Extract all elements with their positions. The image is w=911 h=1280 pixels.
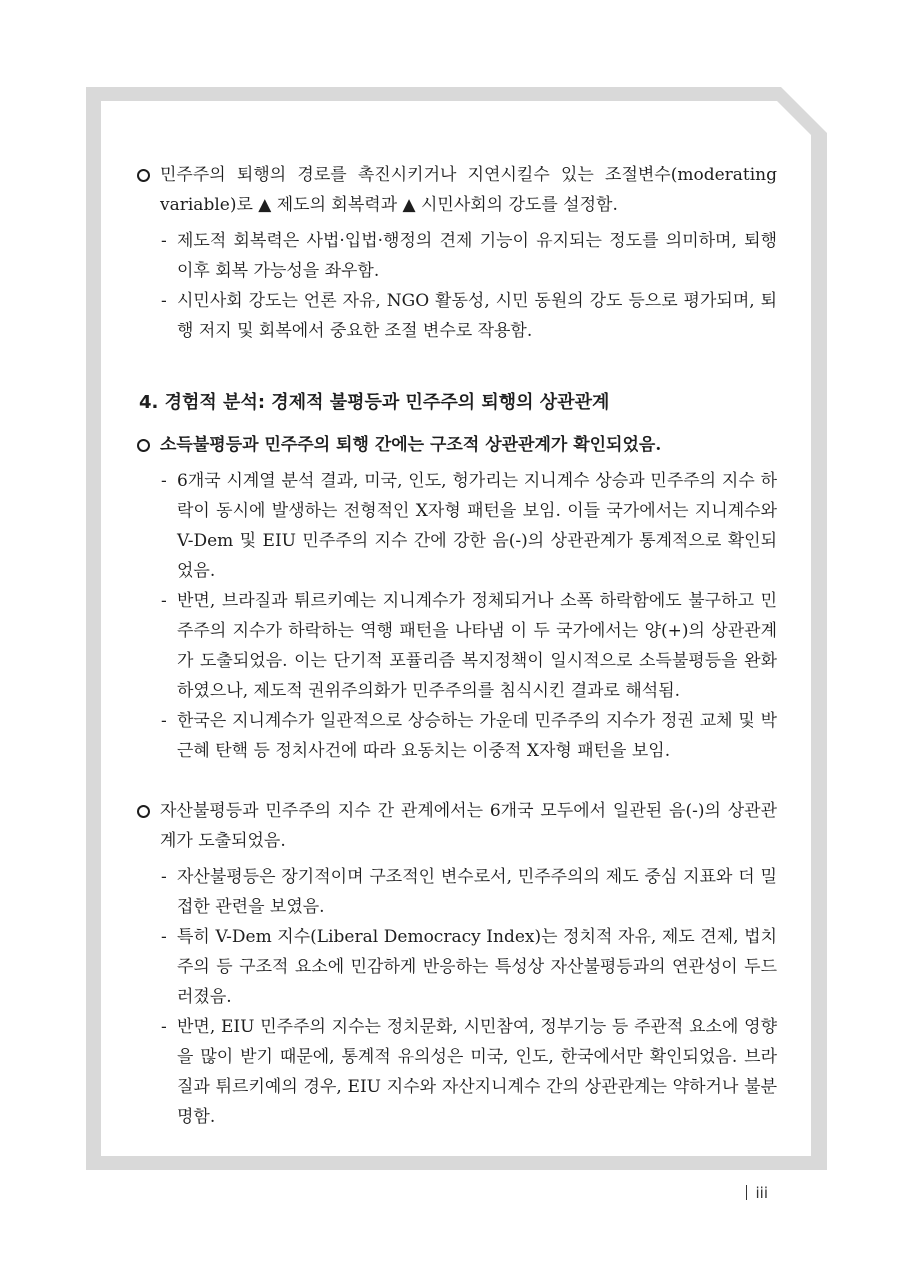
dash-marker: - <box>161 1017 167 1037</box>
dash-marker: - <box>161 471 167 491</box>
dash-marker: - <box>161 231 167 251</box>
vdem-index-item <box>137 922 777 1012</box>
dash-marker: - <box>161 291 167 311</box>
korea-pattern-item <box>137 706 777 766</box>
institutional-resilience-text: 제도적 회복력은 사법·입법·행정의 견제 기능이 유지되는 정도를 의미하며, 퇴행 이후 회복 가능성을 좌우함. <box>177 231 777 281</box>
moderating-variable-text: 민주주의 퇴행의 경로를 촉진시키거나 지연시킬수 있는 조절변수(moderating variable)로 ▲ 제도의 회복력과 ▲ 시민사회의 강도를 설정함. <box>160 165 777 215</box>
moderating-variable-bullet <box>137 160 777 220</box>
income-inequality-text: 소득불평등과 민주주의 퇴행 간에는 구조적 상관관계가 확인되었음. <box>160 435 662 455</box>
asset-inequality-text: 자산불평등과 민주주의 지수 간 관계에서는 6개국 모두에서 일관된 음(-)의 상관관계가 도출되었음. <box>160 801 777 851</box>
civil-society-item <box>137 286 777 346</box>
summary-content <box>137 160 777 1132</box>
circle-bullet-icon <box>137 439 150 452</box>
reverse-pattern-text: 반면, 브라질과 튀르키예는 지니계수가 정체되거나 소폭 하락함에도 불구하고 민주주의 지수가 하락하는 역행 패턴을 나타냄 이 두 국가에서는 양(+)의 상관관계가 도출되었음. 이는 단기적 포퓰리즘 복지정책이 일시적으로 소득불평등을 완화하였으나, 제도적 권위주의화가 민주주의를 침식시킨 결과로 해석됨. <box>177 591 777 701</box>
institutional-resilience-item <box>137 226 777 286</box>
korea-pattern-text: 한국은 지니계수가 일관적으로 상승하는 가운데 민주주의 지수가 정권 교체 및 박근혜 탄핵 등 정치사건에 따라 요동치는 이중적 X자형 패턴을 보임. <box>177 711 777 761</box>
x-pattern-countries-item <box>137 466 777 586</box>
asset-structural-item <box>137 862 777 922</box>
page-number-text: iii <box>755 1184 768 1202</box>
eiu-index-item <box>137 1012 777 1132</box>
x-pattern-countries-text: 6개국 시계열 분석 결과, 미국, 인도, 헝가리는 지니계수 상승과 민주주의 지수 하락이 동시에 발생하는 전형적인 X자형 패턴을 보임. 이들 국가에서는 지니계수와 V-Dem 및 EIU 민주주의 지수 간에 강한 음(-)의 상관관계가 통계적으로 확인되었음. <box>177 471 777 581</box>
dash-marker: - <box>161 927 167 947</box>
section-heading-4: 4. 경험적 분석: 경제적 불평등과 민주주의 퇴행의 상관관계 <box>139 392 610 413</box>
circle-bullet-icon <box>137 805 150 818</box>
page-number-divider <box>746 1185 747 1200</box>
asset-inequality-bullet <box>137 796 777 856</box>
circle-bullet-icon <box>137 169 150 182</box>
dash-marker: - <box>161 591 167 611</box>
civil-society-text: 시민사회 강도는 언론 자유, NGO 활동성, 시민 동원의 강도 등으로 평가되며, 퇴행 저지 및 회복에서 중요한 조절 변수로 작용함. <box>177 291 777 341</box>
eiu-index-text: 반면, EIU 민주주의 지수는 정치문화, 시민참여, 정부기능 등 주관적 요소에 영향을 많이 받기 때문에, 통계적 유의성은 미국, 인도, 한국에서만 확인되었음. 브라질과 튀르키예의 경우, EIU 지수와 자산지니계수 간의 상관관계는 약하거나 불분명함. <box>177 1017 777 1127</box>
income-inequality-bullet <box>137 430 777 460</box>
reverse-pattern-item <box>137 586 777 706</box>
dash-marker: - <box>161 867 167 887</box>
dash-marker: - <box>161 711 167 731</box>
vdem-index-text: 특히 V-Dem 지수(Liberal Democracy Index)는 정치적 자유, 제도 견제, 법치주의 등 구조적 요소에 민감하게 반응하는 특성상 자산불평등과의 연관성이 두드러졌음. <box>177 927 777 1007</box>
page-number <box>746 1184 768 1202</box>
asset-structural-text: 자산불평등은 장기적이며 구조적인 변수로서, 민주주의의 제도 중심 지표와 더 밀접한 관련을 보였음. <box>177 867 777 917</box>
